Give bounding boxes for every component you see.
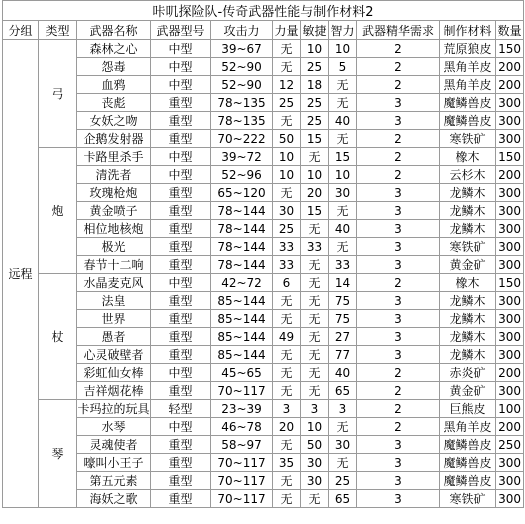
agility-cell: 无 bbox=[301, 148, 329, 166]
header-type: 类型 bbox=[39, 21, 77, 40]
quantity-cell: 300 bbox=[496, 202, 524, 220]
header-row bbox=[3, 21, 524, 40]
strength-cell: 无 bbox=[273, 436, 301, 454]
intellect-cell: 无 bbox=[329, 202, 357, 220]
material-cell: 黑角羊皮 bbox=[440, 58, 496, 76]
intellect-cell: 3 bbox=[329, 400, 357, 418]
type-cell: 弓 bbox=[39, 40, 77, 148]
essence-cell: 3 bbox=[357, 292, 440, 310]
weapon-model-cell: 重型 bbox=[151, 112, 211, 130]
quantity-cell: 300 bbox=[496, 238, 524, 256]
intellect-cell: 77 bbox=[329, 346, 357, 364]
intellect-cell: 40 bbox=[329, 112, 357, 130]
weapon-model-cell: 重型 bbox=[151, 292, 211, 310]
table-row bbox=[3, 472, 524, 490]
attack-cell: 78~144 bbox=[211, 220, 273, 238]
material-cell: 魔鳞兽皮 bbox=[440, 94, 496, 112]
strength-cell: 无 bbox=[273, 490, 301, 508]
intellect-cell: 10 bbox=[329, 166, 357, 184]
weapon-name-cell: 森林之心 bbox=[77, 40, 151, 58]
quantity-cell: 200 bbox=[496, 364, 524, 382]
weapon-name-cell: 吉祥烟花棒 bbox=[77, 382, 151, 400]
intellect-cell: 40 bbox=[329, 220, 357, 238]
table-row bbox=[3, 76, 524, 94]
attack-cell: 52~90 bbox=[211, 76, 273, 94]
table-row bbox=[3, 220, 524, 238]
table-row bbox=[3, 454, 524, 472]
attack-cell: 46~78 bbox=[211, 418, 273, 436]
intellect-cell: 14 bbox=[329, 274, 357, 292]
weapon-name-cell: 世界 bbox=[77, 310, 151, 328]
weapon-name-cell: 卡路里杀手 bbox=[77, 148, 151, 166]
header-essence: 武器精华需求 bbox=[357, 21, 440, 40]
agility-cell: 15 bbox=[301, 130, 329, 148]
weapon-model-cell: 重型 bbox=[151, 310, 211, 328]
type-cell: 杖 bbox=[39, 274, 77, 400]
material-cell: 寒铁矿 bbox=[440, 490, 496, 508]
essence-cell: 2 bbox=[357, 40, 440, 58]
strength-cell: 无 bbox=[273, 346, 301, 364]
table-row bbox=[3, 94, 524, 112]
attack-cell: 85~144 bbox=[211, 310, 273, 328]
strength-cell: 33 bbox=[273, 238, 301, 256]
agility-cell: 10 bbox=[301, 418, 329, 436]
attack-cell: 70~117 bbox=[211, 490, 273, 508]
intellect-cell: 5 bbox=[329, 58, 357, 76]
quantity-cell: 300 bbox=[496, 94, 524, 112]
weapon-table-sheet bbox=[2, 0, 523, 508]
quantity-cell: 300 bbox=[496, 220, 524, 238]
agility-cell: 无 bbox=[301, 256, 329, 274]
strength-cell: 无 bbox=[273, 40, 301, 58]
weapon-name-cell: 相位地核炮 bbox=[77, 220, 151, 238]
strength-cell: 无 bbox=[273, 310, 301, 328]
weapon-model-cell: 中型 bbox=[151, 58, 211, 76]
attack-cell: 58~97 bbox=[211, 436, 273, 454]
intellect-cell: 65 bbox=[329, 382, 357, 400]
attack-cell: 70~117 bbox=[211, 454, 273, 472]
table-row bbox=[3, 328, 524, 346]
intellect-cell: 无 bbox=[329, 94, 357, 112]
intellect-cell: 25 bbox=[329, 472, 357, 490]
weapon-model-cell: 重型 bbox=[151, 184, 211, 202]
weapon-model-cell: 重型 bbox=[151, 346, 211, 364]
weapon-model-cell: 中型 bbox=[151, 364, 211, 382]
essence-cell: 2 bbox=[357, 58, 440, 76]
intellect-cell: 30 bbox=[329, 184, 357, 202]
essence-cell: 3 bbox=[357, 112, 440, 130]
weapon-model-cell: 重型 bbox=[151, 454, 211, 472]
weapon-name-cell: 黄金喷子 bbox=[77, 202, 151, 220]
material-cell: 寒铁矿 bbox=[440, 238, 496, 256]
agility-cell: 无 bbox=[301, 490, 329, 508]
agility-cell: 无 bbox=[301, 346, 329, 364]
material-cell: 橡木 bbox=[440, 148, 496, 166]
header-intellect: 智力 bbox=[329, 21, 357, 40]
agility-cell: 25 bbox=[301, 58, 329, 76]
attack-cell: 52~96 bbox=[211, 166, 273, 184]
table-row bbox=[3, 130, 524, 148]
essence-cell: 3 bbox=[357, 454, 440, 472]
header-material: 制作材料 bbox=[440, 21, 496, 40]
agility-cell: 无 bbox=[301, 364, 329, 382]
material-cell: 橡木 bbox=[440, 274, 496, 292]
agility-cell: 10 bbox=[301, 40, 329, 58]
essence-cell: 3 bbox=[357, 94, 440, 112]
material-cell: 龙鳞木 bbox=[440, 346, 496, 364]
attack-cell: 39~72 bbox=[211, 148, 273, 166]
strength-cell: 6 bbox=[273, 274, 301, 292]
quantity-cell: 300 bbox=[496, 454, 524, 472]
strength-cell: 12 bbox=[273, 76, 301, 94]
material-cell: 黑角羊皮 bbox=[440, 76, 496, 94]
attack-cell: 78~144 bbox=[211, 256, 273, 274]
essence-cell: 2 bbox=[357, 148, 440, 166]
weapon-model-cell: 重型 bbox=[151, 220, 211, 238]
quantity-cell: 300 bbox=[496, 328, 524, 346]
quantity-cell: 300 bbox=[496, 490, 524, 508]
essence-cell: 3 bbox=[357, 310, 440, 328]
quantity-cell: 300 bbox=[496, 346, 524, 364]
material-cell: 黄金矿 bbox=[440, 382, 496, 400]
agility-cell: 20 bbox=[301, 184, 329, 202]
weapon-model-cell: 中型 bbox=[151, 274, 211, 292]
material-cell: 龙鳞木 bbox=[440, 220, 496, 238]
weapon-name-cell: 女妖之吻 bbox=[77, 112, 151, 130]
attack-cell: 78~144 bbox=[211, 238, 273, 256]
weapon-model-cell: 重型 bbox=[151, 490, 211, 508]
table-row bbox=[3, 436, 524, 454]
table-row bbox=[3, 346, 524, 364]
essence-cell: 2 bbox=[357, 382, 440, 400]
weapon-table bbox=[2, 0, 524, 508]
table-title: 咔叽探险队-传奇武器性能与制作材料2 bbox=[3, 1, 524, 21]
material-cell: 龙鳞木 bbox=[440, 328, 496, 346]
material-cell: 魔鳞兽皮 bbox=[440, 112, 496, 130]
table-row bbox=[3, 400, 524, 418]
weapon-name-cell: 愚者 bbox=[77, 328, 151, 346]
agility-cell: 无 bbox=[301, 220, 329, 238]
strength-cell: 49 bbox=[273, 328, 301, 346]
strength-cell: 10 bbox=[273, 148, 301, 166]
intellect-cell: 无 bbox=[329, 238, 357, 256]
attack-cell: 52~90 bbox=[211, 58, 273, 76]
intellect-cell: 33 bbox=[329, 256, 357, 274]
table-row bbox=[3, 184, 524, 202]
weapon-model-cell: 轻型 bbox=[151, 400, 211, 418]
attack-cell: 42~72 bbox=[211, 274, 273, 292]
intellect-cell: 无 bbox=[329, 454, 357, 472]
strength-cell: 10 bbox=[273, 166, 301, 184]
table-row bbox=[3, 40, 524, 58]
table-row bbox=[3, 238, 524, 256]
agility-cell: 18 bbox=[301, 76, 329, 94]
attack-cell: 70~117 bbox=[211, 382, 273, 400]
quantity-cell: 300 bbox=[496, 130, 524, 148]
strength-cell: 25 bbox=[273, 94, 301, 112]
weapon-model-cell: 重型 bbox=[151, 130, 211, 148]
intellect-cell: 无 bbox=[329, 76, 357, 94]
intellect-cell: 无 bbox=[329, 130, 357, 148]
attack-cell: 23~39 bbox=[211, 400, 273, 418]
header-weapon-model: 武器型号 bbox=[151, 21, 211, 40]
weapon-model-cell: 重型 bbox=[151, 436, 211, 454]
intellect-cell: 15 bbox=[329, 148, 357, 166]
agility-cell: 25 bbox=[301, 94, 329, 112]
weapon-model-cell: 重型 bbox=[151, 202, 211, 220]
weapon-name-cell: 玫瑰枪炮 bbox=[77, 184, 151, 202]
strength-cell: 无 bbox=[273, 382, 301, 400]
weapon-model-cell: 重型 bbox=[151, 256, 211, 274]
quantity-cell: 300 bbox=[496, 310, 524, 328]
weapon-model-cell: 中型 bbox=[151, 148, 211, 166]
essence-cell: 2 bbox=[357, 274, 440, 292]
essence-cell: 3 bbox=[357, 436, 440, 454]
attack-cell: 78~135 bbox=[211, 112, 273, 130]
quantity-cell: 200 bbox=[496, 58, 524, 76]
material-cell: 龙鳞木 bbox=[440, 184, 496, 202]
attack-cell: 78~135 bbox=[211, 94, 273, 112]
intellect-cell: 27 bbox=[329, 328, 357, 346]
material-cell: 龙鳞木 bbox=[440, 202, 496, 220]
weapon-model-cell: 重型 bbox=[151, 328, 211, 346]
table-row bbox=[3, 274, 524, 292]
weapon-model-cell: 中型 bbox=[151, 40, 211, 58]
essence-cell: 2 bbox=[357, 76, 440, 94]
essence-cell: 3 bbox=[357, 472, 440, 490]
attack-cell: 78~144 bbox=[211, 202, 273, 220]
agility-cell: 无 bbox=[301, 328, 329, 346]
material-cell: 赤炎矿 bbox=[440, 364, 496, 382]
strength-cell: 20 bbox=[273, 418, 301, 436]
agility-cell: 3 bbox=[301, 400, 329, 418]
agility-cell: 30 bbox=[301, 472, 329, 490]
weapon-name-cell: 海妖之歌 bbox=[77, 490, 151, 508]
material-cell: 魔鳞兽皮 bbox=[440, 436, 496, 454]
table-row bbox=[3, 364, 524, 382]
essence-cell: 3 bbox=[357, 202, 440, 220]
weapon-model-cell: 重型 bbox=[151, 238, 211, 256]
weapon-name-cell: 法皇 bbox=[77, 292, 151, 310]
weapon-name-cell: 卡玛拉的玩具 bbox=[77, 400, 151, 418]
table-row bbox=[3, 292, 524, 310]
strength-cell: 35 bbox=[273, 454, 301, 472]
weapon-model-cell: 重型 bbox=[151, 472, 211, 490]
essence-cell: 2 bbox=[357, 418, 440, 436]
type-cell: 琴 bbox=[39, 400, 77, 508]
attack-cell: 85~144 bbox=[211, 346, 273, 364]
essence-cell: 3 bbox=[357, 328, 440, 346]
weapon-name-cell: 心灵破壁者 bbox=[77, 346, 151, 364]
weapon-name-cell: 春节十二响 bbox=[77, 256, 151, 274]
table-row bbox=[3, 58, 524, 76]
group-cell: 远程 bbox=[3, 40, 39, 508]
quantity-cell: 200 bbox=[496, 418, 524, 436]
quantity-cell: 300 bbox=[496, 184, 524, 202]
quantity-cell: 150 bbox=[496, 274, 524, 292]
material-cell: 云杉木 bbox=[440, 166, 496, 184]
header-attack: 攻击力 bbox=[211, 21, 273, 40]
agility-cell: 10 bbox=[301, 166, 329, 184]
material-cell: 黄金矿 bbox=[440, 256, 496, 274]
weapon-name-cell: 水琴 bbox=[77, 418, 151, 436]
agility-cell: 无 bbox=[301, 274, 329, 292]
attack-cell: 85~144 bbox=[211, 328, 273, 346]
material-cell: 魔鳞兽皮 bbox=[440, 472, 496, 490]
type-cell: 炮 bbox=[39, 148, 77, 274]
quantity-cell: 200 bbox=[496, 166, 524, 184]
intellect-cell: 40 bbox=[329, 364, 357, 382]
weapon-name-cell: 丧彪 bbox=[77, 94, 151, 112]
agility-cell: 50 bbox=[301, 436, 329, 454]
attack-cell: 65~120 bbox=[211, 184, 273, 202]
essence-cell: 3 bbox=[357, 346, 440, 364]
quantity-cell: 100 bbox=[496, 400, 524, 418]
strength-cell: 无 bbox=[273, 184, 301, 202]
weapon-model-cell: 重型 bbox=[151, 382, 211, 400]
table-body bbox=[3, 40, 524, 508]
weapon-name-cell: 第五元素 bbox=[77, 472, 151, 490]
table-row bbox=[3, 148, 524, 166]
essence-cell: 3 bbox=[357, 184, 440, 202]
attack-cell: 70~117 bbox=[211, 472, 273, 490]
header-strength: 力量 bbox=[273, 21, 301, 40]
weapon-name-cell: 水晶麦克风 bbox=[77, 274, 151, 292]
material-cell: 龙鳞木 bbox=[440, 292, 496, 310]
strength-cell: 无 bbox=[273, 472, 301, 490]
quantity-cell: 150 bbox=[496, 148, 524, 166]
strength-cell: 无 bbox=[273, 112, 301, 130]
quantity-cell: 300 bbox=[496, 256, 524, 274]
agility-cell: 15 bbox=[301, 202, 329, 220]
weapon-name-cell: 怨毒 bbox=[77, 58, 151, 76]
weapon-name-cell: 灵魂使者 bbox=[77, 436, 151, 454]
agility-cell: 33 bbox=[301, 238, 329, 256]
essence-cell: 3 bbox=[357, 256, 440, 274]
agility-cell: 无 bbox=[301, 310, 329, 328]
table-row bbox=[3, 310, 524, 328]
agility-cell: 无 bbox=[301, 292, 329, 310]
weapon-model-cell: 重型 bbox=[151, 94, 211, 112]
weapon-name-cell: 极光 bbox=[77, 238, 151, 256]
header-weapon-name: 武器名称 bbox=[77, 21, 151, 40]
table-row bbox=[3, 418, 524, 436]
material-cell: 魔鳞兽皮 bbox=[440, 454, 496, 472]
agility-cell: 无 bbox=[301, 382, 329, 400]
quantity-cell: 250 bbox=[496, 436, 524, 454]
table-row bbox=[3, 382, 524, 400]
attack-cell: 85~144 bbox=[211, 292, 273, 310]
quantity-cell: 200 bbox=[496, 76, 524, 94]
quantity-cell: 300 bbox=[496, 472, 524, 490]
weapon-name-cell: 彩虹仙女棒 bbox=[77, 364, 151, 382]
table-row bbox=[3, 112, 524, 130]
agility-cell: 25 bbox=[301, 112, 329, 130]
header-quantity: 数量 bbox=[496, 21, 524, 40]
weapon-model-cell: 中型 bbox=[151, 76, 211, 94]
strength-cell: 30 bbox=[273, 202, 301, 220]
intellect-cell: 10 bbox=[329, 40, 357, 58]
quantity-cell: 300 bbox=[496, 382, 524, 400]
agility-cell: 30 bbox=[301, 454, 329, 472]
intellect-cell: 65 bbox=[329, 490, 357, 508]
weapon-name-cell: 企鹅发射器 bbox=[77, 130, 151, 148]
intellect-cell: 75 bbox=[329, 310, 357, 328]
weapon-model-cell: 中型 bbox=[151, 166, 211, 184]
material-cell: 寒铁矿 bbox=[440, 130, 496, 148]
essence-cell: 3 bbox=[357, 490, 440, 508]
weapon-name-cell: 血鸦 bbox=[77, 76, 151, 94]
material-cell: 黑角羊皮 bbox=[440, 418, 496, 436]
quantity-cell: 300 bbox=[496, 292, 524, 310]
table-row bbox=[3, 166, 524, 184]
essence-cell: 3 bbox=[357, 220, 440, 238]
strength-cell: 33 bbox=[273, 256, 301, 274]
strength-cell: 无 bbox=[273, 292, 301, 310]
material-cell: 龙鳞木 bbox=[440, 310, 496, 328]
table-row bbox=[3, 202, 524, 220]
strength-cell: 无 bbox=[273, 58, 301, 76]
weapon-name-cell: 嚎叫小王子 bbox=[77, 454, 151, 472]
strength-cell: 25 bbox=[273, 220, 301, 238]
strength-cell: 3 bbox=[273, 400, 301, 418]
material-cell: 巨熊皮 bbox=[440, 400, 496, 418]
table-row bbox=[3, 490, 524, 508]
essence-cell: 2 bbox=[357, 400, 440, 418]
intellect-cell: 无 bbox=[329, 418, 357, 436]
material-cell: 荒原狼皮 bbox=[440, 40, 496, 58]
intellect-cell: 75 bbox=[329, 292, 357, 310]
attack-cell: 70~222 bbox=[211, 130, 273, 148]
attack-cell: 45~65 bbox=[211, 364, 273, 382]
quantity-cell: 150 bbox=[496, 40, 524, 58]
strength-cell: 50 bbox=[273, 130, 301, 148]
header-group: 分组 bbox=[3, 21, 39, 40]
essence-cell: 2 bbox=[357, 166, 440, 184]
weapon-name-cell: 清洗者 bbox=[77, 166, 151, 184]
attack-cell: 39~67 bbox=[211, 40, 273, 58]
essence-cell: 2 bbox=[357, 364, 440, 382]
weapon-model-cell: 中型 bbox=[151, 418, 211, 436]
essence-cell: 2 bbox=[357, 130, 440, 148]
quantity-cell: 300 bbox=[496, 112, 524, 130]
intellect-cell: 30 bbox=[329, 436, 357, 454]
strength-cell: 无 bbox=[273, 364, 301, 382]
essence-cell: 3 bbox=[357, 238, 440, 256]
header-agility: 敏捷 bbox=[301, 21, 329, 40]
table-row bbox=[3, 256, 524, 274]
